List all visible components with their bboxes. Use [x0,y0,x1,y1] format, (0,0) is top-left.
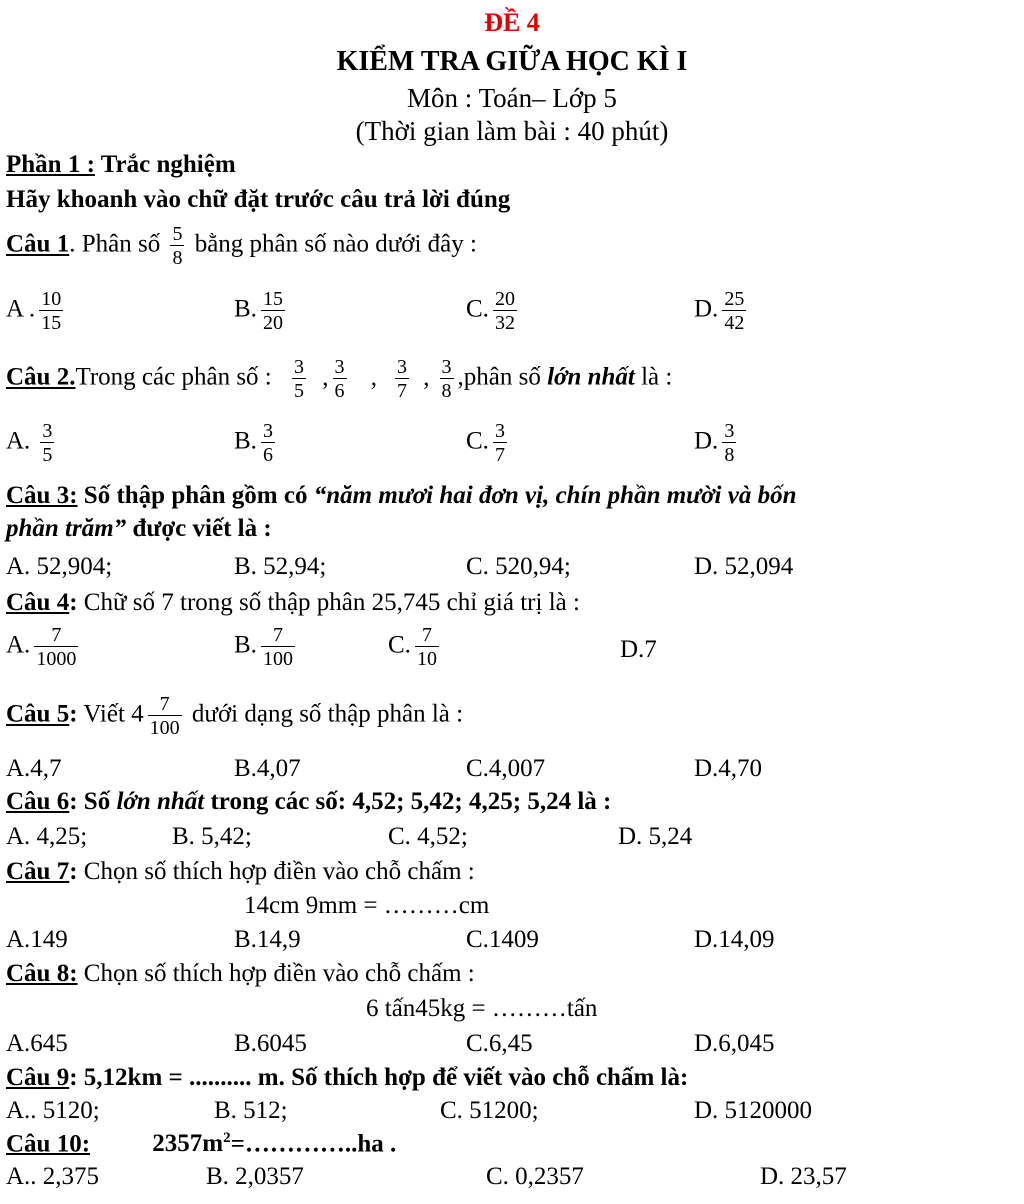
option-letter: A. [6,631,31,659]
q8-option-d[interactable]: D.6,045 [694,1030,775,1057]
option-letter: D. [694,295,719,323]
question-6 [6,788,611,817]
exam-subject: Môn : Toán– Lớp 5 [407,83,617,113]
question-1 [6,223,477,269]
q10-option-b[interactable]: B. 2,0357 [206,1163,304,1190]
q3-text-after: được viết là : [126,515,272,542]
q3-option-d[interactable]: D. 52,094 [694,553,794,580]
q5-frac-num: 7 [159,693,170,715]
question-4 [6,589,580,618]
option-letter: B. [234,295,257,323]
q9-label: Câu 9 [6,1064,70,1091]
q9-text: : 5,12km = .......... m. Số thích hợp để viết vào chỗ chấm là: [69,1064,689,1091]
q7-text: Chọn số thích hợp điền vào chỗ chấm : [77,858,475,885]
q4-option-b[interactable] [234,624,299,670]
q7-option-b[interactable]: B.14,9 [234,926,301,953]
q9-option-b[interactable]: B. 512; [214,1097,288,1124]
q2-option-a[interactable] [6,420,58,466]
q1-option-b[interactable] [234,288,289,334]
q4-text: Chữ số 7 trong số thập phân 25,745 chỉ giá trị là : [77,589,580,616]
option-num: 3 [262,420,273,442]
part1-heading [6,151,236,180]
q1-option-a[interactable] [6,288,67,334]
q3-option-b[interactable]: B. 52,94; [234,553,327,580]
q1-option-d[interactable] [694,288,750,334]
q3-label: Câu 3: [6,482,78,509]
q2-frac-den: 7 [397,380,407,402]
q8-expression: 6 tấn45kg = ………tấn [366,995,598,1022]
q1-option-c[interactable] [466,288,521,334]
q2-frac-num: 3 [397,356,407,378]
q4-option-a[interactable] [6,624,82,670]
option-den: 5 [42,444,53,466]
q5-option-a[interactable]: A.4,7 [6,755,62,782]
q2-frac-num: 3 [294,356,304,378]
q2-sep: , [322,363,329,391]
option-num: 3 [494,420,505,442]
q10-expr-a: 2357m [152,1130,224,1158]
option-num: 7 [51,624,62,646]
q7-label: Câu 7 [6,858,70,885]
q8-label: Câu 8: [6,960,78,987]
q5-option-d[interactable]: D.4,70 [694,755,763,782]
q7-colon: : [69,858,78,885]
q2-text-after: là : [634,363,673,391]
q7-expression: 14cm 9mm = ………cm [244,892,490,919]
q1-text-after: bằng phân số nào dưới đây : [188,230,477,258]
option-den: 6 [262,444,273,466]
option-den: 7 [494,444,505,466]
q5-option-c[interactable]: C.4,007 [466,755,546,782]
option-letter: A. [6,427,31,455]
option-num: 10 [41,288,62,310]
q1-fraction [170,223,184,269]
q6-text-before: : Số [69,788,117,815]
q5-colon: : [69,700,78,728]
question-10 [6,1130,396,1159]
q5-option-b[interactable]: B.4,07 [234,755,301,782]
q2-sep: , [370,363,377,391]
q9-option-d[interactable]: D. 5120000 [694,1097,813,1124]
q3-text-before: Số thập phân gồm có [77,482,314,509]
q9-option-a[interactable]: A.. 5120; [6,1097,100,1124]
q2-frac-num: 3 [441,356,452,378]
q1-dot: . [69,230,76,258]
exam-title: KIỂM TRA GIỮA HỌC KÌ I [336,46,688,77]
option-letter: C. [388,631,411,659]
q5-text-before: Viết 4 [77,700,144,728]
question-3-cont [6,515,272,544]
option-num: 20 [494,288,515,310]
option-num: 25 [724,288,745,310]
q4-option-d[interactable]: D.7 [620,636,657,663]
option-den: 1000 [36,648,77,670]
option-num: 3 [42,420,53,442]
option-letter: D. [694,427,719,455]
q2-frac-den: 8 [441,380,452,402]
q7-option-d[interactable]: D.14,09 [694,926,775,953]
option-den: 42 [724,312,745,334]
q1-frac-num: 5 [172,223,183,245]
question-2 [6,356,672,402]
option-num: 7 [272,624,283,646]
q5-text-after: dưới dạng số thập phân là : [185,700,464,728]
q10-option-c[interactable]: C. 0,2357 [486,1163,584,1190]
option-den: 15 [41,312,62,334]
q5-label: Câu 5 [6,700,70,728]
option-num: 7 [421,624,432,646]
exam-number: ĐỀ 4 [484,8,540,37]
option-letter: A . [6,295,36,323]
q10-option-d[interactable]: D. 23,57 [760,1163,847,1190]
option-den: 100 [262,648,293,670]
q2-option-b[interactable] [234,420,279,466]
q2-text-before: Trong các phân số : [75,363,272,391]
q6-label: Câu 6 [6,788,70,815]
option-letter: B. [234,427,257,455]
option-letter: C. [466,427,489,455]
q8-text: Chọn số thích hợp điền vào chỗ chấm : [77,960,475,987]
exam-time: (Thời gian làm bài : 40 phút) [355,116,669,146]
q7-option-c[interactable]: C.1409 [466,926,539,953]
q1-label: Câu 1 [6,230,70,258]
q6-option-b[interactable]: B. 5,42; [172,823,252,850]
q3-quote: “năm mươi hai đơn vị, chín phần mười và bốn [313,482,797,509]
option-den: 20 [262,312,283,334]
option-letter: C. [466,295,489,323]
q2-label: Câu 2. [6,363,76,391]
question-7 [6,858,475,887]
q4-colon: : [69,589,78,616]
option-letter: B. [234,631,257,659]
q2-emph: lớn nhất [547,363,635,391]
q1-frac-den: 8 [172,247,183,269]
q2-frac-den: 6 [334,380,345,402]
option-den: 32 [494,312,515,334]
q6-option-d[interactable]: D. 5,24 [618,823,693,850]
question-9 [6,1064,688,1093]
q10-option-a[interactable]: A.. 2,375 [6,1163,100,1190]
q2-frac-num: 3 [334,356,345,378]
q6-text-after: trong các số: 4,52; 5,42; 4,25; 5,24 là : [204,788,612,815]
q2-text-mid: ,phân số [457,363,548,391]
q3-option-a[interactable]: A. 52,904; [6,553,113,580]
q2-frac-den: 5 [294,380,304,402]
option-den: 8 [724,444,735,466]
option-num: 3 [724,420,735,442]
option-den: 10 [416,648,437,670]
q6-emph: lớn nhất [116,788,205,815]
q7-option-a[interactable]: A.149 [6,926,68,953]
q2-option-c[interactable] [466,420,511,466]
q8-option-a[interactable]: A.645 [6,1030,68,1057]
q6-option-a[interactable]: A. 4,25; [6,823,88,850]
question-5 [6,693,463,739]
q4-option-c[interactable] [388,624,443,670]
q10-label: Câu 10: [6,1130,91,1158]
part1-label: Phần 1 : [6,151,95,178]
question-3 [6,482,797,511]
q10-sup: 2 [223,1130,231,1146]
q6-option-c[interactable]: C. 4,52; [388,823,468,850]
q10-expr-b: =…………..ha . [230,1130,397,1158]
q1-text-before: Phân số [75,230,161,258]
q4-label: Câu 4 [6,589,70,616]
q5-frac-den: 100 [149,717,180,739]
q8-option-c[interactable]: C.6,45 [466,1030,533,1057]
question-8 [6,960,475,989]
q3-option-c[interactable]: C. 520,94; [466,553,571,580]
q8-option-b[interactable]: B.6045 [234,1030,307,1057]
q9-option-c[interactable]: C. 51200; [440,1097,539,1124]
q3-quote-2: phần trăm” [6,515,127,542]
part1-instruction: Hãy khoanh vào chữ đặt trước câu trả lời đúng [6,186,511,213]
option-num: 15 [262,288,283,310]
q2-option-d[interactable] [694,420,740,466]
q2-sep: , [423,363,430,391]
part1-title: Trắc nghiệm [94,151,236,178]
